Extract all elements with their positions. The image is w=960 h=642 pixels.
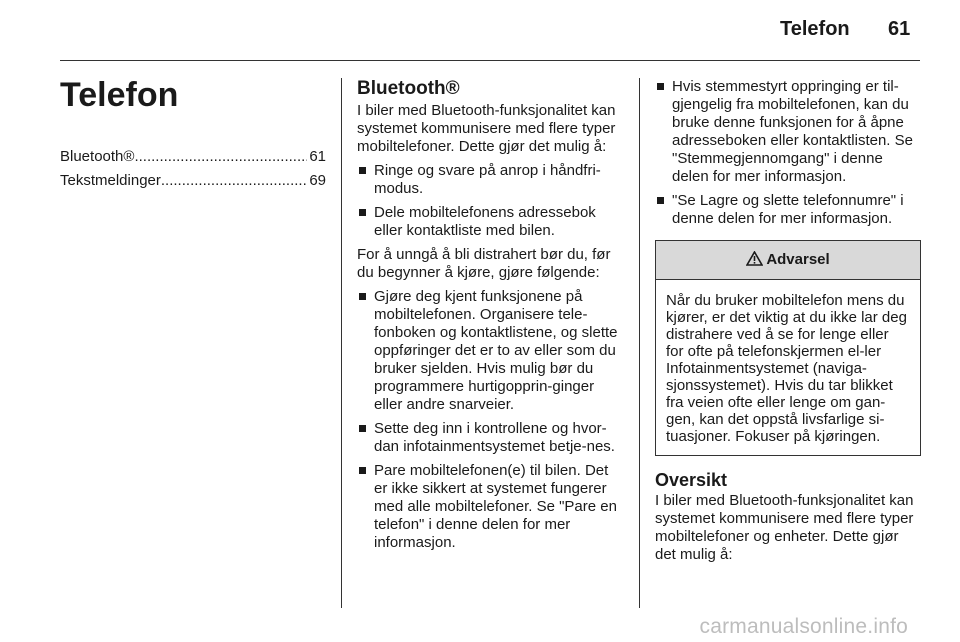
toc-label: Tekstmeldinger bbox=[60, 172, 161, 189]
chapter-title: Telefon bbox=[60, 76, 179, 114]
list-item: Sette deg inn i kontrollene og hvor-dan infotainmentsystemet betje-nes. bbox=[357, 420, 623, 456]
preparation-list bbox=[357, 288, 623, 552]
warning-title: Advarsel bbox=[766, 251, 830, 268]
list-item: Gjøre deg kjent funksjonene på mobiltelefonen. Organisere tele-fonboken og kontaktlistene, og slette oppføringer det er to av eller som du bruker sjelden. Hvis mulig bør du programmere hurtigopprin-ginger eller andre snarveier. bbox=[357, 288, 623, 414]
feature-list bbox=[357, 162, 623, 240]
intro-paragraph: I biler med Bluetooth-funksjonalitet kan systemet kommunisere med flere typer mobiltelefoner. Dette gjør det mulig å: bbox=[357, 102, 616, 155]
toc-entry[interactable] bbox=[60, 172, 326, 190]
list-item: Ringe og svare på anrop i håndfri-modus. bbox=[357, 162, 623, 198]
watermark: carmanualsonline.info bbox=[699, 615, 908, 638]
warning-header bbox=[656, 241, 920, 280]
column-divider-right bbox=[639, 78, 640, 608]
toc-page: 61 bbox=[309, 148, 326, 165]
overview-paragraph: I biler med Bluetooth-funksjonalitet kan systemet kommunisere med flere typer mobiltelefoner og enheter. Dette gjør det mulig å: bbox=[655, 492, 914, 563]
header-divider bbox=[60, 60, 920, 61]
column-divider-left bbox=[341, 78, 342, 608]
column-1 bbox=[60, 78, 326, 196]
header-title: Telefon bbox=[780, 18, 850, 40]
section-heading-bluetooth: Bluetooth® bbox=[357, 78, 460, 99]
table-of-contents bbox=[60, 148, 326, 190]
toc-label: Bluetooth® bbox=[60, 148, 135, 165]
page-number: 61 bbox=[888, 18, 911, 40]
warning-triangle-icon bbox=[746, 251, 763, 266]
list-item: "Se Lagre og slette telefonnumre" i denne delen for mer informasjon. bbox=[655, 192, 921, 228]
toc-page: 69 bbox=[309, 172, 326, 189]
column-2 bbox=[357, 78, 623, 558]
toc-leader bbox=[134, 148, 307, 166]
section-heading-oversikt: Oversikt bbox=[655, 470, 728, 490]
list-item: Pare mobiltelefonen(e) til bilen. Det er ikke sikkert at systemet fungerer med alle mobiltelefoner. Se "Pare en telefon" i denne delen for mer informasjon. bbox=[357, 462, 623, 552]
distraction-paragraph: For å unngå å bli distrahert bør du, før du begynner å kjøre, gjøre følgende: bbox=[357, 246, 611, 281]
toc-entry[interactable] bbox=[60, 148, 326, 166]
warning-text: Når du bruker mobiltelefon mens du kjører, er det viktig at du ikke lar deg distrahere ved å se for lenge eller for ofte på telefonskjermen el-ler Infotainmentsystemet (naviga-sjonssystemet). Hvis du tar blikket fra veien ofte eller lenge om gan-gen, kan det oppstå livsfarlige si-tuasjoner. Fokuser på kjøringen. bbox=[666, 292, 907, 445]
toc-leader bbox=[161, 172, 307, 190]
column-3 bbox=[655, 78, 921, 570]
warning-box bbox=[655, 240, 921, 456]
continued-list bbox=[655, 78, 921, 228]
list-item: Dele mobiltelefonens adressebok eller kontaktliste med bilen. bbox=[357, 204, 623, 240]
list-item: Hvis stemmestyrt oppringing er til-gjengelig fra mobiltelefonen, kan du bruke denne funksjonen for å åpne adresseboken eller kontaktlisten. Se "Stemmegjennomgang" i denne delen for mer informasjon. bbox=[655, 78, 921, 186]
